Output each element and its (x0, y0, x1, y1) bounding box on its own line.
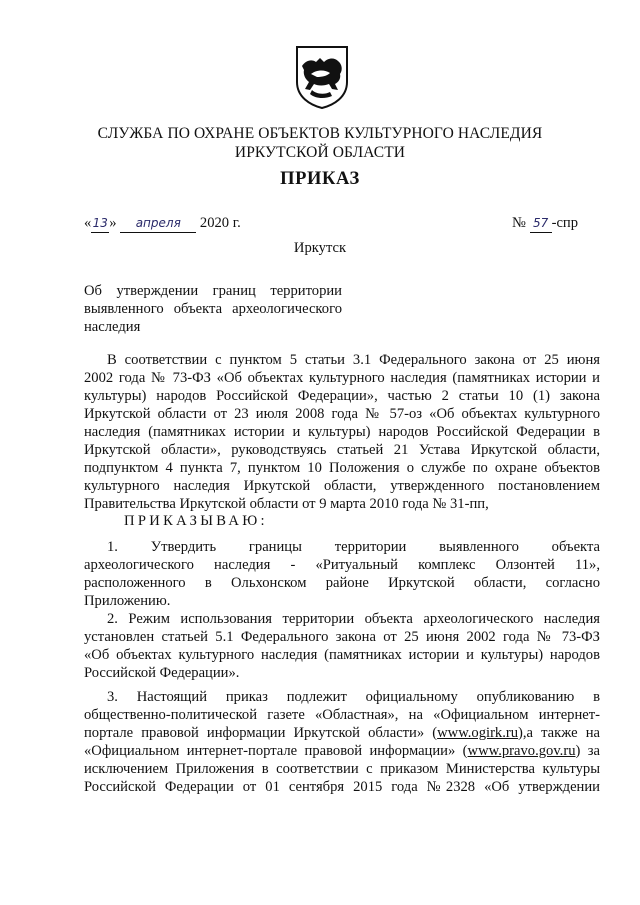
item-line: Российской Федерации». (84, 665, 240, 681)
number-handwritten: 57 (530, 214, 552, 233)
preamble-line: Иркутской области», руководствуясь статьей 21 Устава Иркутской области, (84, 442, 600, 458)
order-directive-word: ПРИКАЗЫВАЮ: (124, 513, 268, 529)
document-date: «13» апреля 2020 г. (84, 215, 241, 231)
order-item-1 (84, 538, 600, 610)
preamble-line: 2002 года № 73-ФЗ «Об объектах культурного наследия (памятниках истории и (84, 370, 600, 386)
pravo-link[interactable]: www.pravo.gov.ru (467, 743, 576, 759)
preamble-line: культурного наследия Иркутской области, утвержденного постановлением (84, 478, 600, 494)
preamble-line: В соответствии с пунктом 5 статьи 3.1 Федерального закона от 25 июня (107, 352, 600, 368)
preamble-line: Правительства Иркутской области от 9 марта 2010 года № 31-пп, (84, 496, 489, 512)
item-line: 3. Настоящий приказ подлежит официальному опубликованию в (107, 689, 600, 705)
subject-line: Об утверждении границ территории (84, 283, 342, 299)
organization-name: СЛУЖБА ПО ОХРАНЕ ОБЪЕКТОВ КУЛЬТУРНОГО НАСЛЕДИЯ (97, 125, 543, 142)
item-line: расположенного в Ольхонском районе Иркутской области, согласно (84, 575, 600, 591)
date-day-handwritten: 13 (91, 214, 109, 233)
order-item-3 (84, 688, 600, 796)
item-line: установлен статьей 5.1 Федерального закона от 25 июня 2002 года № 73-ФЗ (84, 629, 600, 645)
preamble-line: наследия (памятниках истории и культуры) народов Российской Федерации в (84, 424, 600, 440)
document-subject (84, 282, 342, 336)
date-year: 2020 г. (199, 215, 241, 231)
item-line-with-link: «Официальном интернет-портале правовой информации» (www.pravo.gov.ru) за (84, 743, 600, 759)
organization-region: ИРКУТСКОЙ ОБЛАСТИ (234, 144, 406, 161)
item-line: общественно-политической газете «Областная», на «Официальном интернет- (84, 707, 600, 723)
item-line: исключением Приложения в соответствии с приказом Министерства культуры (84, 761, 600, 777)
document-number: № 57 -спр (512, 215, 579, 231)
date-month-handwritten: апреля (120, 214, 196, 233)
item-line-with-link: портале правовой информации Иркутской области» (www.ogirk.ru),а также на (84, 725, 600, 741)
document-type-title: ПРИКАЗ (280, 169, 360, 189)
preamble-line: Иркутской области от 23 июля 2008 года № 57-оз «Об объектах культурного (84, 406, 600, 422)
subject-line: наследия (84, 319, 141, 335)
document-city: Иркутск (293, 240, 347, 256)
item-line: Приложению. (84, 593, 171, 609)
item-line: 1. Утвердить границы территории выявленного объекта (107, 539, 600, 555)
ogirk-link[interactable]: www.ogirk.ru (437, 725, 519, 741)
preamble-line: подпунктом 4 пункта 7, пунктом 10 Положения о службе по охране объектов (84, 460, 600, 476)
item-line: Российской Федерации от 01 сентября 2015 года №2328 «Об утверждении (84, 779, 600, 795)
preamble-paragraph (84, 351, 600, 513)
item-line: археологического наследия - «Ритуальный комплекс Олзонтей 11», (84, 557, 600, 573)
subject-line: выявленного объекта археологического (84, 301, 342, 317)
preamble-line: культуры) народов Российской Федерации», частью 2 статьи 10 (1) закона (84, 388, 600, 404)
coat-of-arms-icon (294, 44, 350, 110)
item-line: «Об объектах культурного наследия (памятниках истории и культуры) народов (84, 647, 600, 663)
order-item-2 (84, 610, 600, 682)
item-line: 2. Режим использования территории объекта археологического наследия (107, 611, 600, 627)
